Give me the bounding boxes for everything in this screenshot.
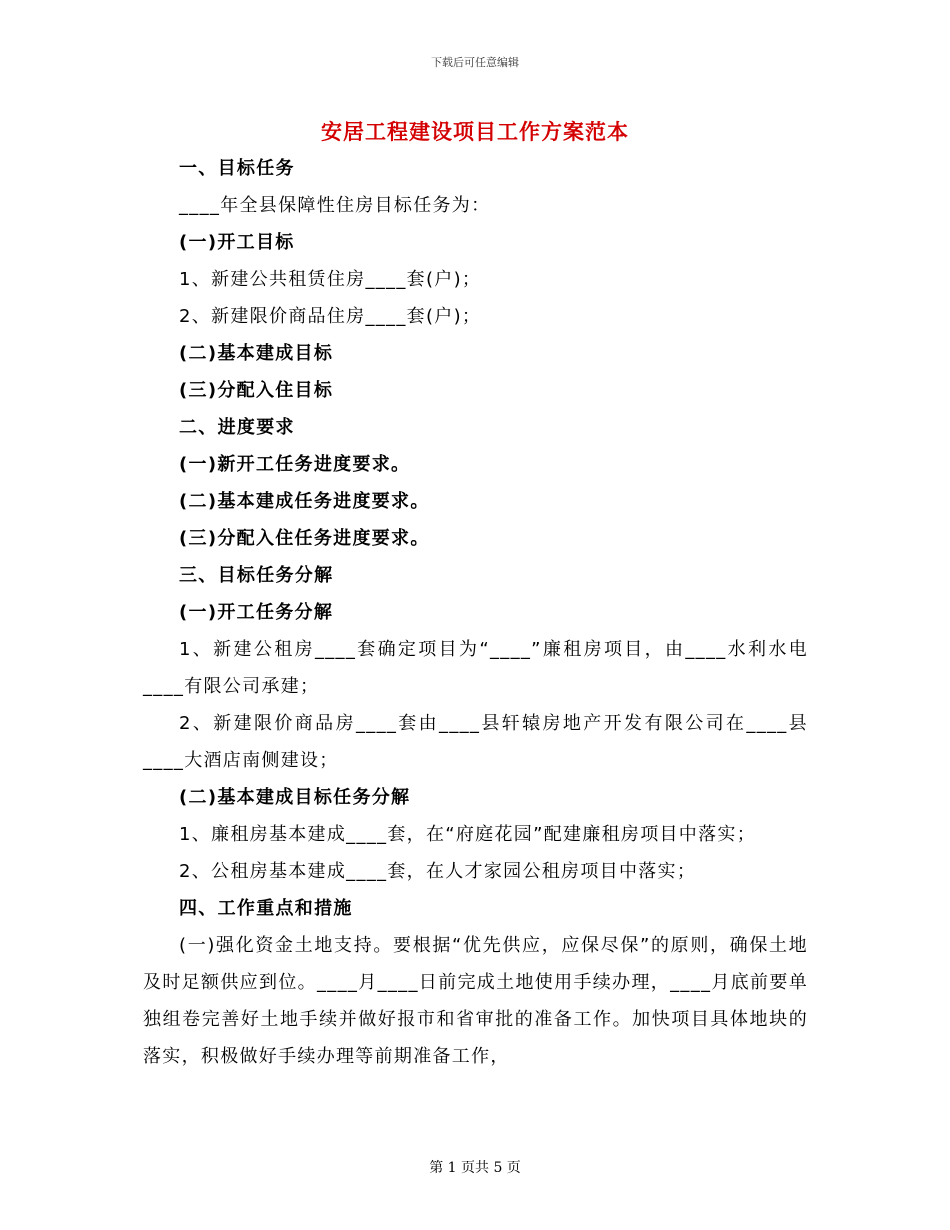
subsection-heading: (一)新开工任务进度要求。 [179, 454, 411, 475]
section-heading: 三、目标任务分解 [179, 565, 334, 586]
paragraph: 1、新建公租房____套确定项目为“____”廉租房项目，由____水利水电____有限公司承建； [143, 639, 808, 697]
page-footer: 第 1 页共 5 页 [429, 1160, 521, 1176]
document-body [143, 150, 808, 1075]
subsection-heading: (三)分配入住目标 [179, 380, 334, 401]
paragraph: 1、廉租房基本建成____套，在“府庭花园”配建廉租房项目中落实； [179, 824, 756, 845]
document-title: 安居工程建设项目工作方案范本 [321, 120, 629, 144]
subsection-heading: (二)基本建成目标任务分解 [179, 787, 411, 808]
paragraph: 2、新建限价商品住房____套(户)； [179, 306, 482, 327]
subsection-heading: (一)开工任务分解 [179, 602, 334, 623]
section-heading: 一、目标任务 [179, 158, 295, 179]
paragraph: 1、新建公共租赁住房____套(户)； [179, 269, 482, 290]
paragraph: (一)强化资金土地支持。要根据“优先供应，应保尽保”的原则，确保土地及时足额供应到位。____月____日前完成土地使用手续办理，____月底前要单独组卷完善好土地手续并做好报市和省审批的准备工作。加快项目具体地块的落实，积极做好手续办理等前期准备工作， [143, 935, 808, 1067]
page-header: 下载后可任意编辑 [431, 56, 519, 69]
paragraph: 2、新建限价商品房____套由____县轩辕房地产开发有限公司在____县____大酒店南侧建设； [143, 713, 808, 771]
subsection-heading: (二)基本建成任务进度要求。 [179, 491, 430, 512]
section-heading: 二、进度要求 [179, 417, 295, 438]
paragraph: 2、公租房基本建成____套，在人才家园公租房项目中落实； [179, 861, 697, 882]
paragraph: ____年全县保障性住房目标任务为： [179, 195, 491, 216]
section-heading: 四、工作重点和措施 [179, 898, 353, 919]
subsection-heading: (一)开工目标 [179, 232, 295, 253]
subsection-heading: (二)基本建成目标 [179, 343, 334, 364]
subsection-heading: (三)分配入住任务进度要求。 [179, 528, 430, 549]
